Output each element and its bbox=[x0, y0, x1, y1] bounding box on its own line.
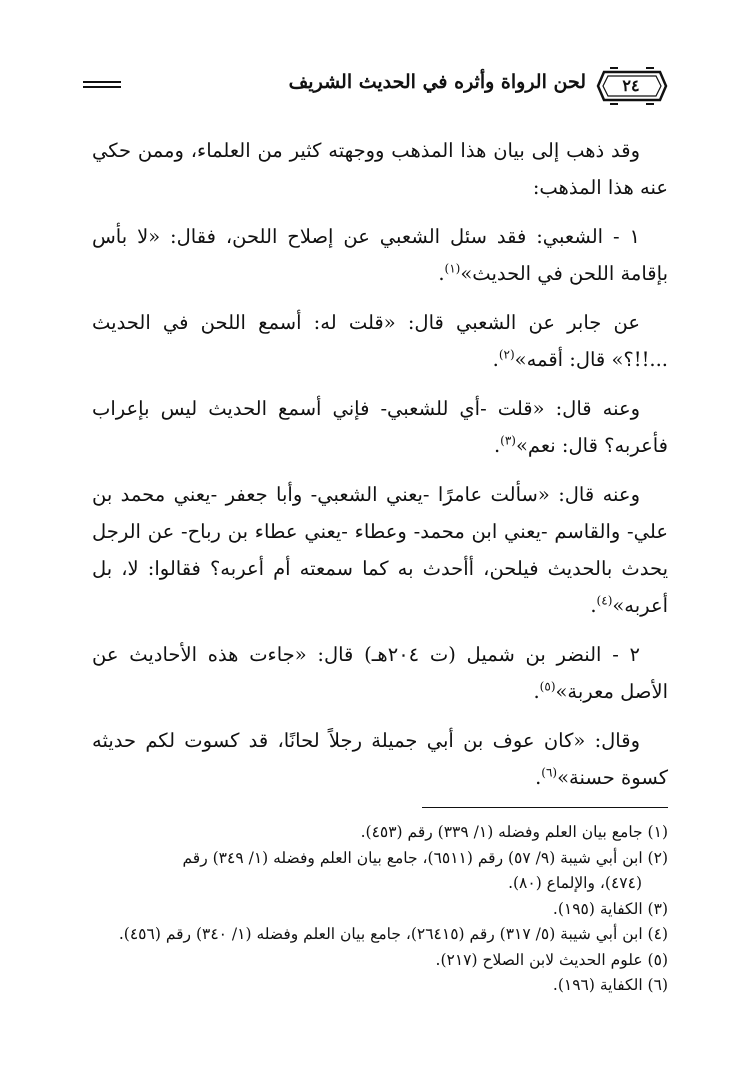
paragraph-text: وعنه قال: «سألت عامرًا -يعني الشعبي- وأبا جعفر -يعني محمد بن علي- والقاسم -يعني ابن محمد- وعطاء -يعني عطاء بن رباح- عن الرجل يحدث بالحديث فيلحن، أأحدث به كما سمعته أم أعربه؟ فقالوا: لا، بل أعربه» bbox=[92, 483, 668, 617]
paragraph bbox=[92, 636, 668, 710]
main-text bbox=[92, 132, 668, 808]
paragraph-end: . bbox=[535, 766, 542, 789]
footnote bbox=[92, 820, 668, 846]
footnote-text: (٣) الكفاية (١٩٥). bbox=[552, 899, 668, 918]
paragraph-text: عن جابر عن الشعبي قال: «قلت له: أسمع اللحن في الحديث ...!!؟» قال: أقمه» bbox=[92, 311, 668, 371]
page-header bbox=[78, 64, 668, 108]
footnote-ref: (٢) bbox=[498, 347, 515, 362]
page-number: ٢٤ bbox=[622, 76, 640, 95]
paragraph-end: . bbox=[438, 262, 445, 285]
paragraph bbox=[92, 722, 668, 796]
paragraph bbox=[92, 476, 668, 624]
footnote bbox=[92, 922, 668, 948]
footnote-separator bbox=[422, 807, 668, 808]
paragraph-end: . bbox=[590, 594, 597, 617]
paragraph-text: وعنه قال: «قلت -أي للشعبي- فإني أسمع الحديث ليس بإعراب فأعربه؟ قال: نعم» bbox=[92, 397, 668, 457]
footnote-ref: (٦) bbox=[541, 765, 558, 780]
paragraph bbox=[92, 132, 668, 206]
footnote-ref: (٥) bbox=[539, 679, 556, 694]
footnote-text: (٥) علوم الحديث لابن الصلاح (٢١٧). bbox=[435, 950, 668, 969]
paragraph-end: . bbox=[492, 348, 499, 371]
paragraph-text: ٢ - النضر بن شميل (ت ٢٠٤هـ) قال: «جاءت هذه الأحاديث عن الأصل معربة» bbox=[92, 643, 668, 703]
footnote-text: (٢) ابن أبي شيبة (٩/ ٥٧) رقم (٦٥١١)، جامع بيان العلم وفضله (١/ ٣٤٩) رقم bbox=[182, 848, 668, 867]
footnote-ref: (٣) bbox=[500, 433, 516, 448]
paragraph-text: وقال: «كان عوف بن أبي جميلة رجلاً لحانًا، قد كسوت لكم حديثه كسوة حسنة» bbox=[92, 729, 668, 789]
footnote bbox=[92, 897, 668, 923]
footnote bbox=[92, 846, 668, 897]
running-title: لحن الرواة وأثره في الحديث الشريف bbox=[288, 71, 586, 93]
paragraph-end: . bbox=[533, 680, 540, 703]
header-ornament-bars bbox=[83, 81, 121, 91]
footnote bbox=[92, 948, 668, 974]
footnote bbox=[92, 973, 668, 999]
paragraph bbox=[92, 390, 668, 464]
paragraph bbox=[92, 218, 668, 292]
paragraph-end: . bbox=[493, 434, 501, 457]
paragraph bbox=[92, 304, 668, 378]
footnote-ref: (٤) bbox=[596, 593, 613, 608]
paragraph-text: وقد ذهب إلى بيان هذا المذهب ووجهته كثير من العلماء، وممن حكي عنه هذا المذهب: bbox=[92, 139, 668, 199]
footnote-text: (٦) الكفاية (١٩٦). bbox=[552, 976, 668, 994]
footnote-text: (١) جامع بيان العلم وفضله (١/ ٣٣٩) رقم (٤٥٣). bbox=[360, 823, 668, 841]
footnote-continuation: (٤٧٤)، والإلماع (٨٠). bbox=[508, 874, 642, 892]
page-number-frame bbox=[596, 64, 668, 108]
footnote-text: (٤) ابن أبي شيبة (٥/ ٣١٧) رقم (٢٦٤١٥)، جامع بيان العلم وفضله (١/ ٣٤٠) رقم (٤٥٦). bbox=[118, 925, 668, 943]
footnote-ref: (١) bbox=[444, 261, 461, 276]
paragraph-text: ١ - الشعبي: فقد سئل الشعبي عن إصلاح اللحن، فقال: «لا بأس بإقامة اللحن في الحديث» bbox=[92, 225, 668, 285]
footnotes bbox=[92, 820, 668, 999]
